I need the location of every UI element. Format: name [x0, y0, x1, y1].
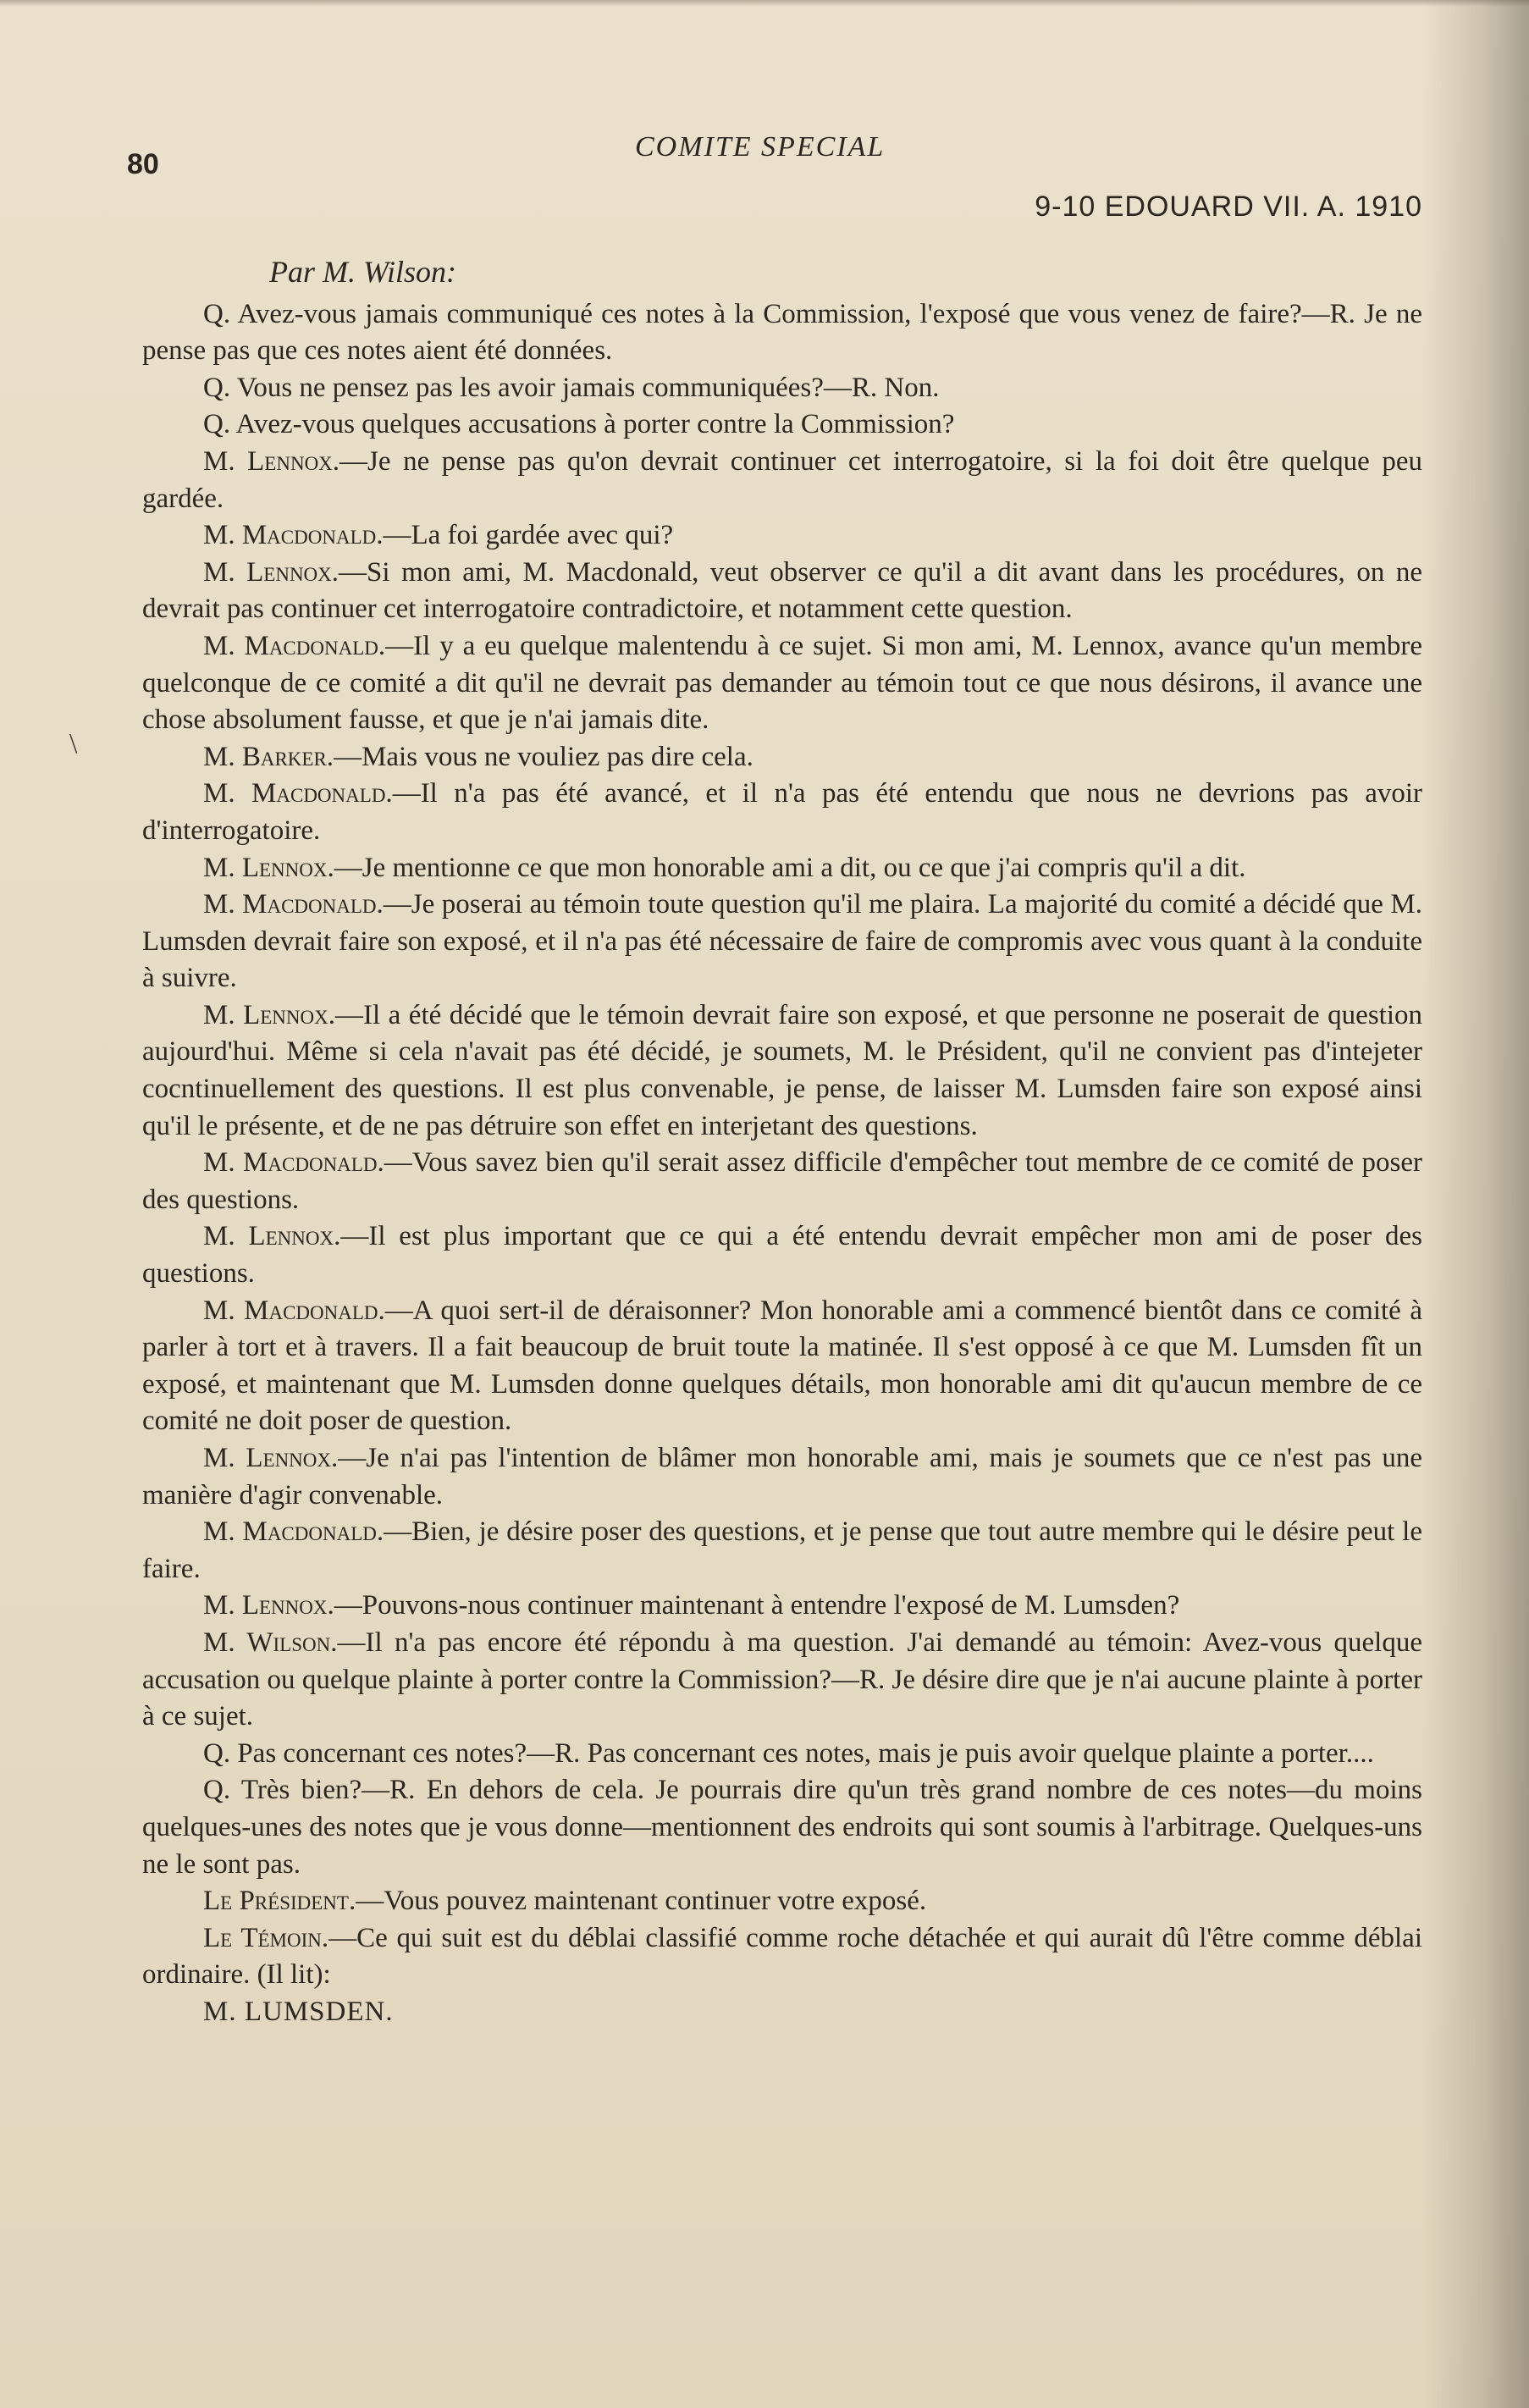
paragraph [142, 1440, 1422, 1514]
paragraph [142, 406, 1422, 444]
paragraph-text: —Mais vous ne vouliez pas dire cela. [334, 741, 753, 772]
margin-mark: \ [69, 728, 78, 759]
speaker-name: M. Lennox. [203, 1221, 341, 1252]
top-shadow [0, 0, 1529, 7]
paragraph [142, 444, 1422, 517]
paragraph [142, 1145, 1422, 1218]
paragraph-text: —Je ne pense pas qu'on devrait continuer cet interrogatoire, si la foi doit être quelque peu gardée. [142, 445, 1422, 514]
page-header [127, 131, 1422, 233]
paragraph-text: —Il a été décidé que le témoin devrait faire son exposé, et que personne ne poserait de question aujourd'hui. Même si cela n'avait pas été décidé, je soumets, M. le Président, qu'il ne convient pas d'intejeter cocntinuellement des questions. Il est plus convenable, je pense, de laisser M. Lumsden faire son exposé ainsi qu'il le présente, et de ne pas détruire son effet en interjetant des questions. [142, 999, 1422, 1141]
speaker-name: M. Macdonald. [203, 1516, 384, 1548]
paragraph-text: —Ce qui suit est du déblai classifié comme roche détachée et qui aurait dû l'être comme déblai ordinaire. (Il lit): [142, 1922, 1422, 1991]
paragraph [142, 1920, 1422, 1994]
paragraph-text: —Bien, je désire poser des questions, et je pense que tout autre membre qui le désire peut le faire. [142, 1516, 1422, 1584]
paragraph [142, 850, 1422, 887]
speaker-name: M. Lennox. [203, 1590, 334, 1621]
running-title: COMITE SPECIAL [635, 131, 886, 163]
paragraph-text: —Il est plus important que ce qui a été entendu devrait empêcher mon ami de poser des questions. [142, 1221, 1422, 1290]
speaker-name: M. Macdonald. [203, 630, 386, 661]
paragraph [142, 1772, 1422, 1883]
paragraph [142, 1293, 1422, 1440]
paragraph-text: Q. Très bien?—R. En dehors de cela. Je pourrais dire qu'un très grand nombre de ces notes—du moins quelques-unes des notes que je vous donne—mentionnent des endroits qui sont soumis à l'arbitrage. Quelques-uns ne le sont pas. [142, 1775, 1422, 1880]
paragraph [142, 370, 1422, 407]
speaker-name: M. Lennox. [203, 1443, 339, 1473]
paragraph [142, 739, 1422, 776]
paragraph [142, 1218, 1422, 1292]
paragraph-text: —Il y a eu quelque malentendu à ce sujet. Si mon ami, M. Lennox, avance qu'un membre quelconque de ce comité a dit qu'il ne devrait pas demander au témoin tout ce que nous désirons, il avance une chose absolument fausse, et que je n'ai jamais dite. [142, 630, 1423, 736]
paragraph [142, 1883, 1422, 1920]
speaker-name: M. Wilson. [203, 1627, 338, 1658]
paragraph [142, 1625, 1422, 1736]
speaker-name: M. Macdonald. [203, 1147, 384, 1179]
paragraph-list [142, 296, 1422, 1994]
paragraph-text: —Si mon ami, M. Macdonald, veut observer ce qu'il a dit avant dans les procédures, on ne devrait pas continuer cet interrogatoire contradictoire, et notamment cette question. [142, 556, 1422, 625]
paragraph [142, 1588, 1422, 1625]
session-label: 9-10 EDOUARD VII. A. 1910 [1035, 191, 1422, 223]
body-text [142, 254, 1422, 2031]
paragraph-text: Q. Pas concernant ces notes?—R. Pas concernant ces notes, mais je puis avoir quelque plainte a porter.... [203, 1737, 1374, 1769]
paragraph-text: —Il n'a pas encore été répondu à ma question. J'ai demandé au témoin: Avez-vous quelque accusation ou quelque plainte à porter contre la Commission?—R. Je désire dire que je n'ai aucune plainte à porter à ce sujet. [142, 1627, 1422, 1732]
speaker-name: M. Barker. [203, 741, 334, 772]
paragraph [142, 776, 1422, 849]
paragraph [142, 1736, 1422, 1773]
paragraph [142, 296, 1422, 370]
paragraph-text: —Je poserai au témoin toute question qu'il me plaira. La majorité du comité a décidé que M. Lumsden devrait faire son exposé, et il n'a pas été nécessaire de faire de compromis avec vous quant à la conduite à suivre. [142, 889, 1423, 994]
paragraph [142, 1514, 1422, 1588]
speaker-name: M. Macdonald. [203, 1295, 385, 1326]
paragraph [142, 886, 1422, 997]
speaker-name: M. Macdonald. [203, 889, 384, 920]
speaker-name: Le Témoin. [203, 1922, 329, 1953]
paragraph-text: Q. Avez-vous quelques accusations à porter contre la Commission? [203, 409, 955, 440]
paragraph-text: —Il n'a pas été avancé, et il n'a pas été entendu que nous ne devrions pas avoir d'interrogatoire. [142, 778, 1423, 846]
paragraph-text: —Je mentionne ce que mon honorable ami a dit, ou ce que j'ai compris qu'il a dit. [334, 852, 1246, 883]
page-number: 80 [127, 148, 159, 180]
paragraph [142, 517, 1422, 555]
speaker-name: M. Lennox. [203, 852, 334, 883]
section-heading: Par M. Wilson: [269, 255, 456, 289]
paragraph [142, 628, 1422, 739]
paragraph [142, 555, 1422, 628]
paragraph-text: —Je n'ai pas l'intention de blâmer mon honorable ami, mais je soumets que ce n'est pas une manière d'agir convenable. [142, 1443, 1422, 1511]
paragraph-text: —La foi gardée avec qui? [383, 520, 674, 551]
speaker-name: M. Lennox. [203, 999, 335, 1030]
paragraph-text: Q. Avez-vous jamais communiqué ces notes à la Commission, l'exposé que vous venez de faire?—R. Je ne pense pas que ces notes aient été données. [142, 298, 1422, 367]
speaker-name: M. Lennox. [203, 445, 340, 477]
paragraph [142, 997, 1422, 1145]
paragraph-text: —Vous pouvez maintenant continuer votre exposé. [356, 1886, 927, 1917]
paragraph-text: —A quoi sert-il de déraisonner? Mon honorable ami a commencé bientôt dans ce comité à parler à tort et à travers. Il a fait beaucoup de bruit toute la matinée. Il s'est opposé à ce que M. Lumsden fît un exposé, et maintenant que M. Lumsden donne quelques détails, mon honorable ami dit qu'aucun membre de ce comité ne doit poser de question. [142, 1295, 1423, 1437]
paragraph-text: —Vous savez bien qu'il serait assez difficile d'empêcher tout membre de ce comité de poser des questions. [142, 1147, 1422, 1215]
signoff: M. LUMSDEN. [203, 1996, 394, 2027]
paragraph-text: Q. Vous ne pensez pas les avoir jamais communiquées?—R. Non. [203, 372, 940, 403]
paragraph-text: —Pouvons-nous continuer maintenant à entendre l'exposé de M. Lumsden? [334, 1590, 1180, 1621]
speaker-name: Le Président. [203, 1886, 356, 1917]
speaker-name: M. Macdonald. [203, 520, 384, 551]
speaker-name: M. Lennox. [203, 556, 339, 588]
speaker-name: M. Macdonald. [203, 778, 393, 809]
